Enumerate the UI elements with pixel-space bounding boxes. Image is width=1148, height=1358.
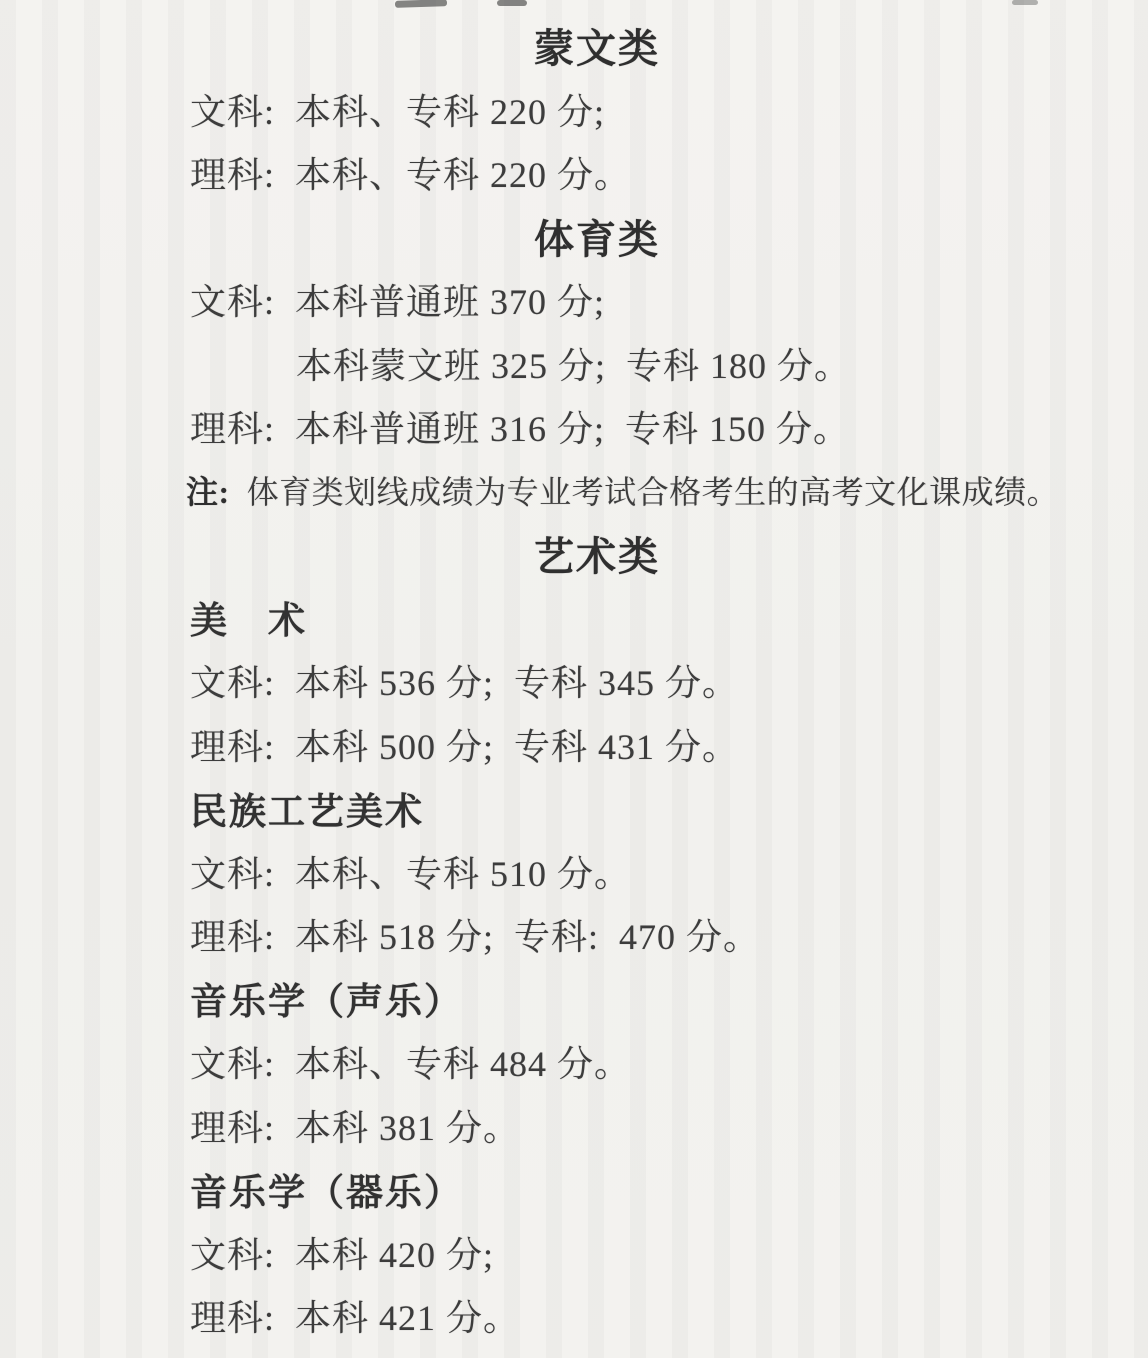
- score-line: 文科: 本科、专科 510 分。: [190, 853, 632, 894]
- note-text: 体育类划线成绩为专业考试合格考生的高考文化课成绩。: [238, 474, 1060, 511]
- score-line: 理科: 本科 381 分。: [190, 1107, 521, 1148]
- score-line: 理科: 本科 421 分。: [190, 1298, 521, 1339]
- score-line: 理科: 本科 500 分; 专科 431 分。: [190, 726, 740, 767]
- subject-subheading: 民族工艺美术: [190, 791, 424, 833]
- score-line: 文科: 本科、专科 220 分;: [190, 91, 606, 132]
- category-heading: 艺术类: [534, 535, 660, 580]
- subject-subheading: 音乐学（声乐）: [190, 982, 463, 1024]
- score-line: 文科: 本科、专科 484 分。: [190, 1044, 632, 1085]
- subject-subheading: 音乐学（器乐）: [190, 1172, 463, 1214]
- score-line-continuation: 本科蒙文班 325 分; 专科 180 分。: [296, 345, 852, 386]
- score-line: 文科: 本科 420 分;: [190, 1234, 495, 1275]
- subject-subheading: 美 术: [190, 601, 307, 643]
- score-line: 理科: 本科普通班 316 分; 专科 150 分。: [190, 409, 851, 450]
- score-line: 理科: 本科 518 分; 专科: 470 分。: [190, 917, 761, 958]
- score-line: 文科: 本科普通班 370 分;: [190, 282, 606, 323]
- note-line: [0, 459, 1148, 523]
- note-prefix: 注:: [186, 474, 239, 511]
- score-line: 理科: 本科、专科 220 分。: [190, 155, 632, 196]
- category-heading: 蒙文类: [534, 27, 660, 72]
- score-line: 文科: 本科 536 分; 专科 345 分。: [190, 663, 740, 704]
- category-heading: 体育类: [534, 217, 660, 262]
